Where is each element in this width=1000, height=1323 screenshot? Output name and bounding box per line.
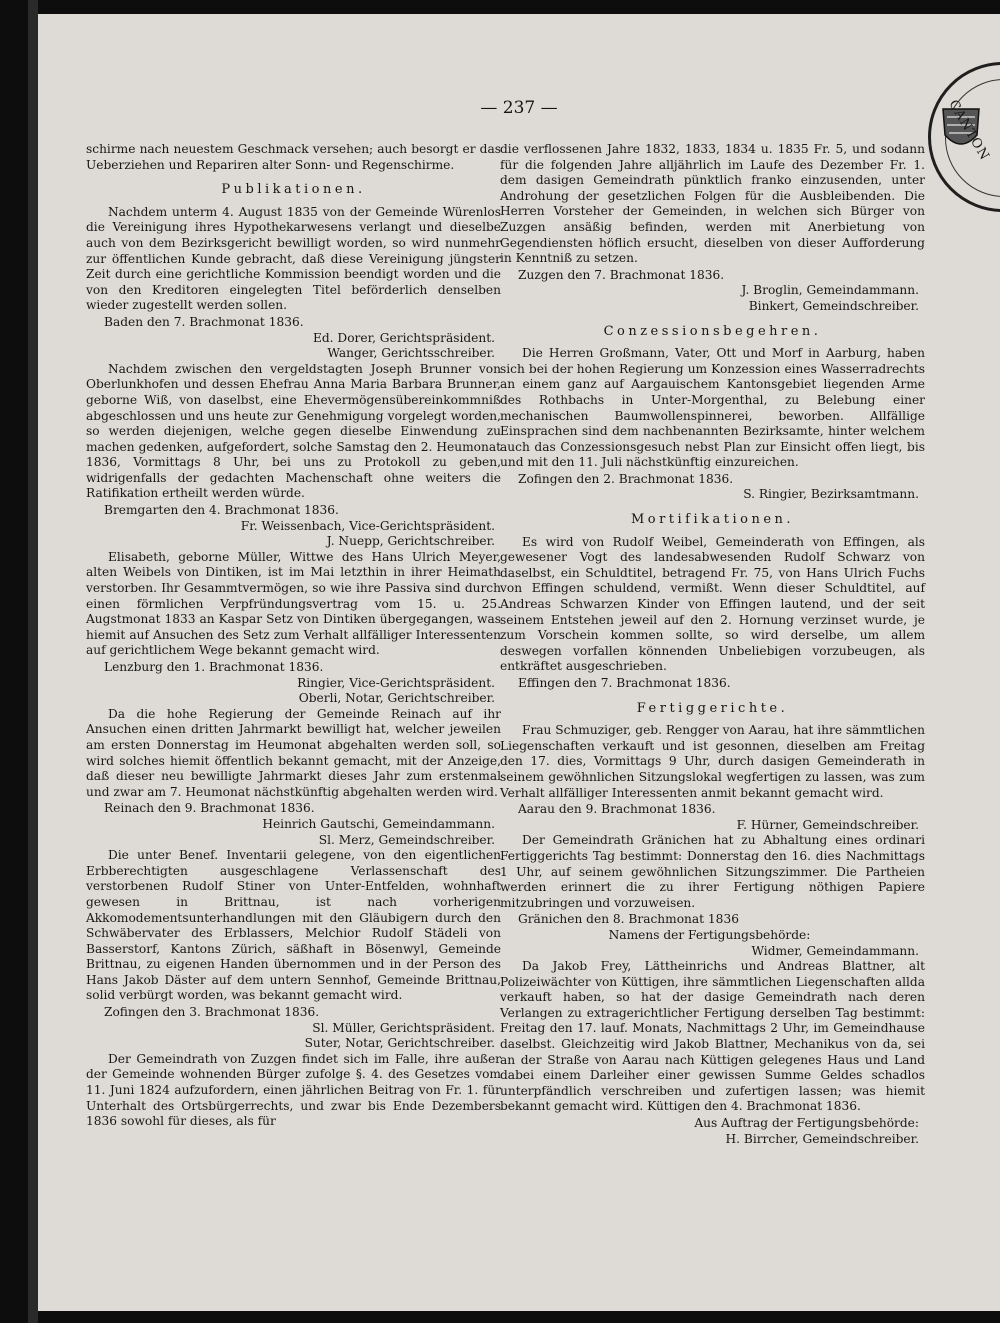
notice-graenichen: Der Gemeindrath Gränichen hat zu Abhaltung eines ordinari Fertiggerichts Tag bestimmt: Donnerstag den 16. dies Nachmittags 1 Uhr, auf seinem gewöhnlichen Sitzungszimmer. Die Partheien werden erinnert die zu ihrer Fertigung nöthigen Papiere mitzubringen und vorzuweisen. — [500, 833, 925, 910]
signature: Sl. Müller, Gerichtspräsident. — [312, 1020, 495, 1035]
place-date: Bremgarten den 4. Brachmonat 1836. — [104, 503, 339, 518]
notice-weibel: Es wird von Rudolf Weibel, Gemeinderath von Effingen, als gewesener Vogt des landesabwesenden Rudolf Schwarz von daselbst, ein Schuldtitel, betragend Fr. 75, von Hans Ulrich Fuchs von Effingen schuldend, vermißt. Wenn dieser Schuldtitel, auf Andreas Schwarzen Kinder von Effingen lautend, und der seit seinem Entstehen jeweil auf den 2. Hornung verzinset wurde, je zum Vorschein kommen sollte, so wird derselbe, um allem deswegen vorfallen könnenden Unbeliebigen vorzubeugen, als entkräftet ausgeschrieben. — [500, 534, 925, 674]
notice-mueller: Elisabeth, geborne Müller, Wittwe des Hans Ulrich Meyer, alten Weibels von Dintiken, ist im Mai letzthin in ihrer Heimath verstorben. Ihr Gesammtvermögen, so wie ihre Passiva sind durch einen förmlichen Verpfründungsvertrag vom 15. u. 25. Augstmonat 1833 an Kaspar Setz von Dintiken übergegangen, was hiemit auf Ansuchen des Setz zum Verhalt allfälliger Interessenten auf gerichtlichem Wege bekannt gemacht wird. — [86, 549, 501, 658]
heading-mortifikationen: Mortifikationen. — [630, 512, 795, 528]
signature: Binkert, Gemeindschreiber. — [748, 298, 919, 313]
notice-wuerenlos: Nachdem unterm 4. August 1835 von der Gemeinde Würenlos die Vereinigung ihres Hypothekarwesens verlangt und dieselbe auch von dem Bezirksgericht bewilligt worden, so wird nunmehr zur öffentlichen Kunde gebracht, daß diese Vereinigung jüngster Zeit durch eine gerichtliche Kommission beendigt worden und die von den Kreditoren eingelegten Titel beförderlich denselben wieder zugestellt werden sollen. — [86, 204, 501, 313]
signature: Suter, Notar, Gerichtschreiber. — [304, 1036, 495, 1051]
place-date: Aarau den 9. Brachmonat 1836. — [518, 802, 716, 817]
signature: J. Nuepp, Gerichtschreiber. — [326, 534, 495, 549]
notice-aarburg: Die Herren Großmann, Vater, Ott und Morf in Aarburg, haben sich bei der hohen Regierung um Konzession eines Wasserradrechts an einem ganz auf Aargauischem Kantonsgebiet liegenden Arme des Rothbachs in Unter-Morgenthal, zu Belebung einer mechanischen Baumwollenspinnerei, beworben. Allfällige Einsprachen sind dem nachbenannten Bezirksamte, hinter welchem auch das Conzessionsgesuch nebst Plan zur Einsicht offen liegt, bis und mit den 11. Juli nächstkünftig einzureichen. — [500, 346, 925, 470]
canton-stamp — [928, 62, 1000, 212]
place-date: Zofingen den 2. Brachmonat 1836. — [518, 471, 734, 486]
signature: Fr. Weissenbach, Vice-Gerichtspräsident. — [240, 518, 495, 533]
notice-stiner: Die unter Benef. Inventarii gelegene, von den eigentlichen Erbberechtigten ausgeschlagene Verlassenschaft des verstorbenen Rudolf Stiner von Unter-Entfelden, wohnhaft gewesen in Brittnau, ist nach vorherigen Akkomodementsunterhandlungen mit den Gläubigern durch den Schwäbervater des Erblassers, Melchior Rudolf Städeli von Basserstorf, Kantons Zürich, säßhaft in Bösenwyl, Gemeinde Brittnau, zu eigenen Handen übernommen und in der Person des Hans Jakob Däster auf dem untern Sennhof, Gemeinde Brittnau, solid verbürgt worden, was bekannt gemacht wird. — [86, 848, 501, 1003]
place-date: Zuzgen den 7. Brachmonat 1836. — [518, 267, 725, 282]
signature: Oberli, Notar, Gerichtschreiber. — [298, 691, 495, 706]
signature: F. Hürner, Gemeindschreiber. — [736, 817, 919, 832]
signature: J. Broglin, Gemeindammann. — [741, 283, 919, 298]
place-date: Lenzburg den 1. Brachmonat 1836. — [104, 660, 324, 674]
heading-fertiggerichte: Fertiggerichte. — [636, 700, 789, 716]
page-edge — [28, 0, 38, 1323]
place-date: Effingen den 7. Brachmonat 1836. — [518, 676, 731, 690]
right-column — [500, 142, 925, 1147]
left-column — [86, 142, 501, 1131]
scanned-page — [38, 14, 1000, 1311]
signature: S. Ringier, Bezirksamtmann. — [743, 487, 919, 502]
signature: Namens der Fertigungsbehörde: — [608, 927, 811, 942]
notice-zuzgen: Der Gemeindrath von Zuzgen findet sich im Falle, ihre außer der Gemeinde wohnenden Bürger zufolge §. 4. des Gesetzes vom 11. Juni 1824 aufzufordern, einen jährlichen Beitrag von Fr. 1. für Unterhalt des Ortsbürgerrechts, und zwar bis Ende Dezembers 1836 sowohl für dieses, als für — [86, 1051, 501, 1129]
heading-publikationen: Publikationen. — [221, 182, 366, 198]
signature: Sl. Merz, Gemeindschreiber. — [318, 832, 495, 847]
place-date: Zofingen den 3. Brachmonat 1836. — [104, 1005, 320, 1020]
signature: Ed. Dorer, Gerichtspräsident. — [312, 330, 495, 345]
signature: Widmer, Gemeindammann. — [751, 943, 919, 958]
signature: Aus Auftrag der Fertigungsbehörde: — [694, 1116, 919, 1131]
notice-reinach: Da die hohe Regierung der Gemeinde Reinach auf ihr Ansuchen einen dritten Jahrmarkt bewilligt hat, welcher jeweilen am ersten Donnerstag im Heumonat abgehalten werden soll, so wird solches hiemit öffentlich bekannt gemacht, mit der Anzeige, daß dieser neu bewilligte Jahrmarkt dieses Jahr zum erstenmal und zwar am 7. Heumonat nächstkünftig abgehalten werden wird. — [86, 706, 501, 799]
signature: H. Birrcher, Gemeindschreiber. — [725, 1131, 919, 1146]
place-date: Baden den 7. Brachmonat 1836. — [104, 314, 304, 329]
signature: Ringier, Vice-Gerichtspräsident. — [297, 675, 495, 690]
place-date: Gränichen den 8. Brachmonat 1836 — [518, 912, 739, 927]
notice-kuettigen: Da Jakob Frey, Lättheinrichs und Andreas Blattner, alt Polizeiwächter von Küttigen, ihre sämmtlichen Liegenschaften allda verkauft haben, so hat der dasige Gemeindrath nach deren Verlangen zu extragerichtlicher Fertigung derselben Tag bestimmt: Freitag den 17. lauf. Monats, Nachmittags 2 Uhr, im Gemeindhause daselbst. Gleichzeitig wird Jakob Blattner, Mechanikus von da, sei an der Straße von Aarau nach Küttigen gelegenes Haus und Land dabei einem Darleiher einer gewissen Summe Geldes schadlos unterpfändlich verschreiben und zufertigen lassen; was hiemit bekannt gemacht wird. Küttigen den 4. Brachmonat 1836. — [500, 959, 925, 1114]
signature: Heinrich Gautschi, Gemeindammann. — [262, 816, 495, 831]
notice-brunner: Nachdem zwischen den vergeldstagten Joseph Brunner von Oberlunkhofen und dessen Ehefrau Anna Maria Barbara Brunner, geborne Wiß, von daselbst, eine Ehevermögensübereinkommniß abgeschlossen und uns heute zur Genehmigung vorgelegt worden, so werden diejenigen, welche gegen dieselbe Einwendung zu machen gedenken, aufgefordert, solche Samstag den 2. Heumonat 1836, Vormittags 8 Uhr, bei uns zu Protokoll zu geben, widrigenfalls der gedachten Machenschaft ohne weiters die Ratifikation ertheilt werden würde. — [86, 361, 501, 501]
page-number: — 237 — — [480, 98, 558, 118]
notice-schmuziger: Frau Schmuziger, geb. Rengger von Aarau, hat ihre sämmtlichen Liegenschaften verkauft und ist gesonnen, dieselben am Freitag den 17. dies, Vormittags 9 Uhr, durch dasigen Gemeinderath in seinem gewöhnlichen Sitzungslokal wegfertigen zu lassen, was zum Verhalt allfälliger Interessenten anmit bekannt gemacht wird. — [500, 723, 925, 800]
notice-zuzgen-continued: die verflossenen Jahre 1832, 1833, 1834 u. 1835 Fr. 5, und sodann für die folgenden Jahre alljährlich im Laufe des Dezember Fr. 1. dem dasigen Gemeindrath pünktlich franko einzusenden, unter Androhung der gesetzlichen Folgen für die Ausbleibenden. Die Herren Vorsteher der Gemeinden, in welchen sich Bürger von Zuzgen ansäßig befinden, werden mit Anerbietung von Gegendiensten höflich ersucht, dieselben von dieser Aufforderung in Kenntniß zu setzen. — [500, 142, 925, 266]
left-paragraph-1: schirme nach neuestem Geschmack versehen; auch besorgt er das Ueberziehen und Repariren alter Sonn- und Regenschirme. — [86, 142, 501, 172]
signature: Wanger, Gerichtsschreiber. — [327, 346, 495, 361]
heading-conzessionsbegehren: Conzessionsbegehren. — [603, 323, 822, 339]
place-date: Reinach den 9. Brachmonat 1836. — [104, 801, 315, 816]
stamp-text: CANTON — [945, 97, 993, 164]
